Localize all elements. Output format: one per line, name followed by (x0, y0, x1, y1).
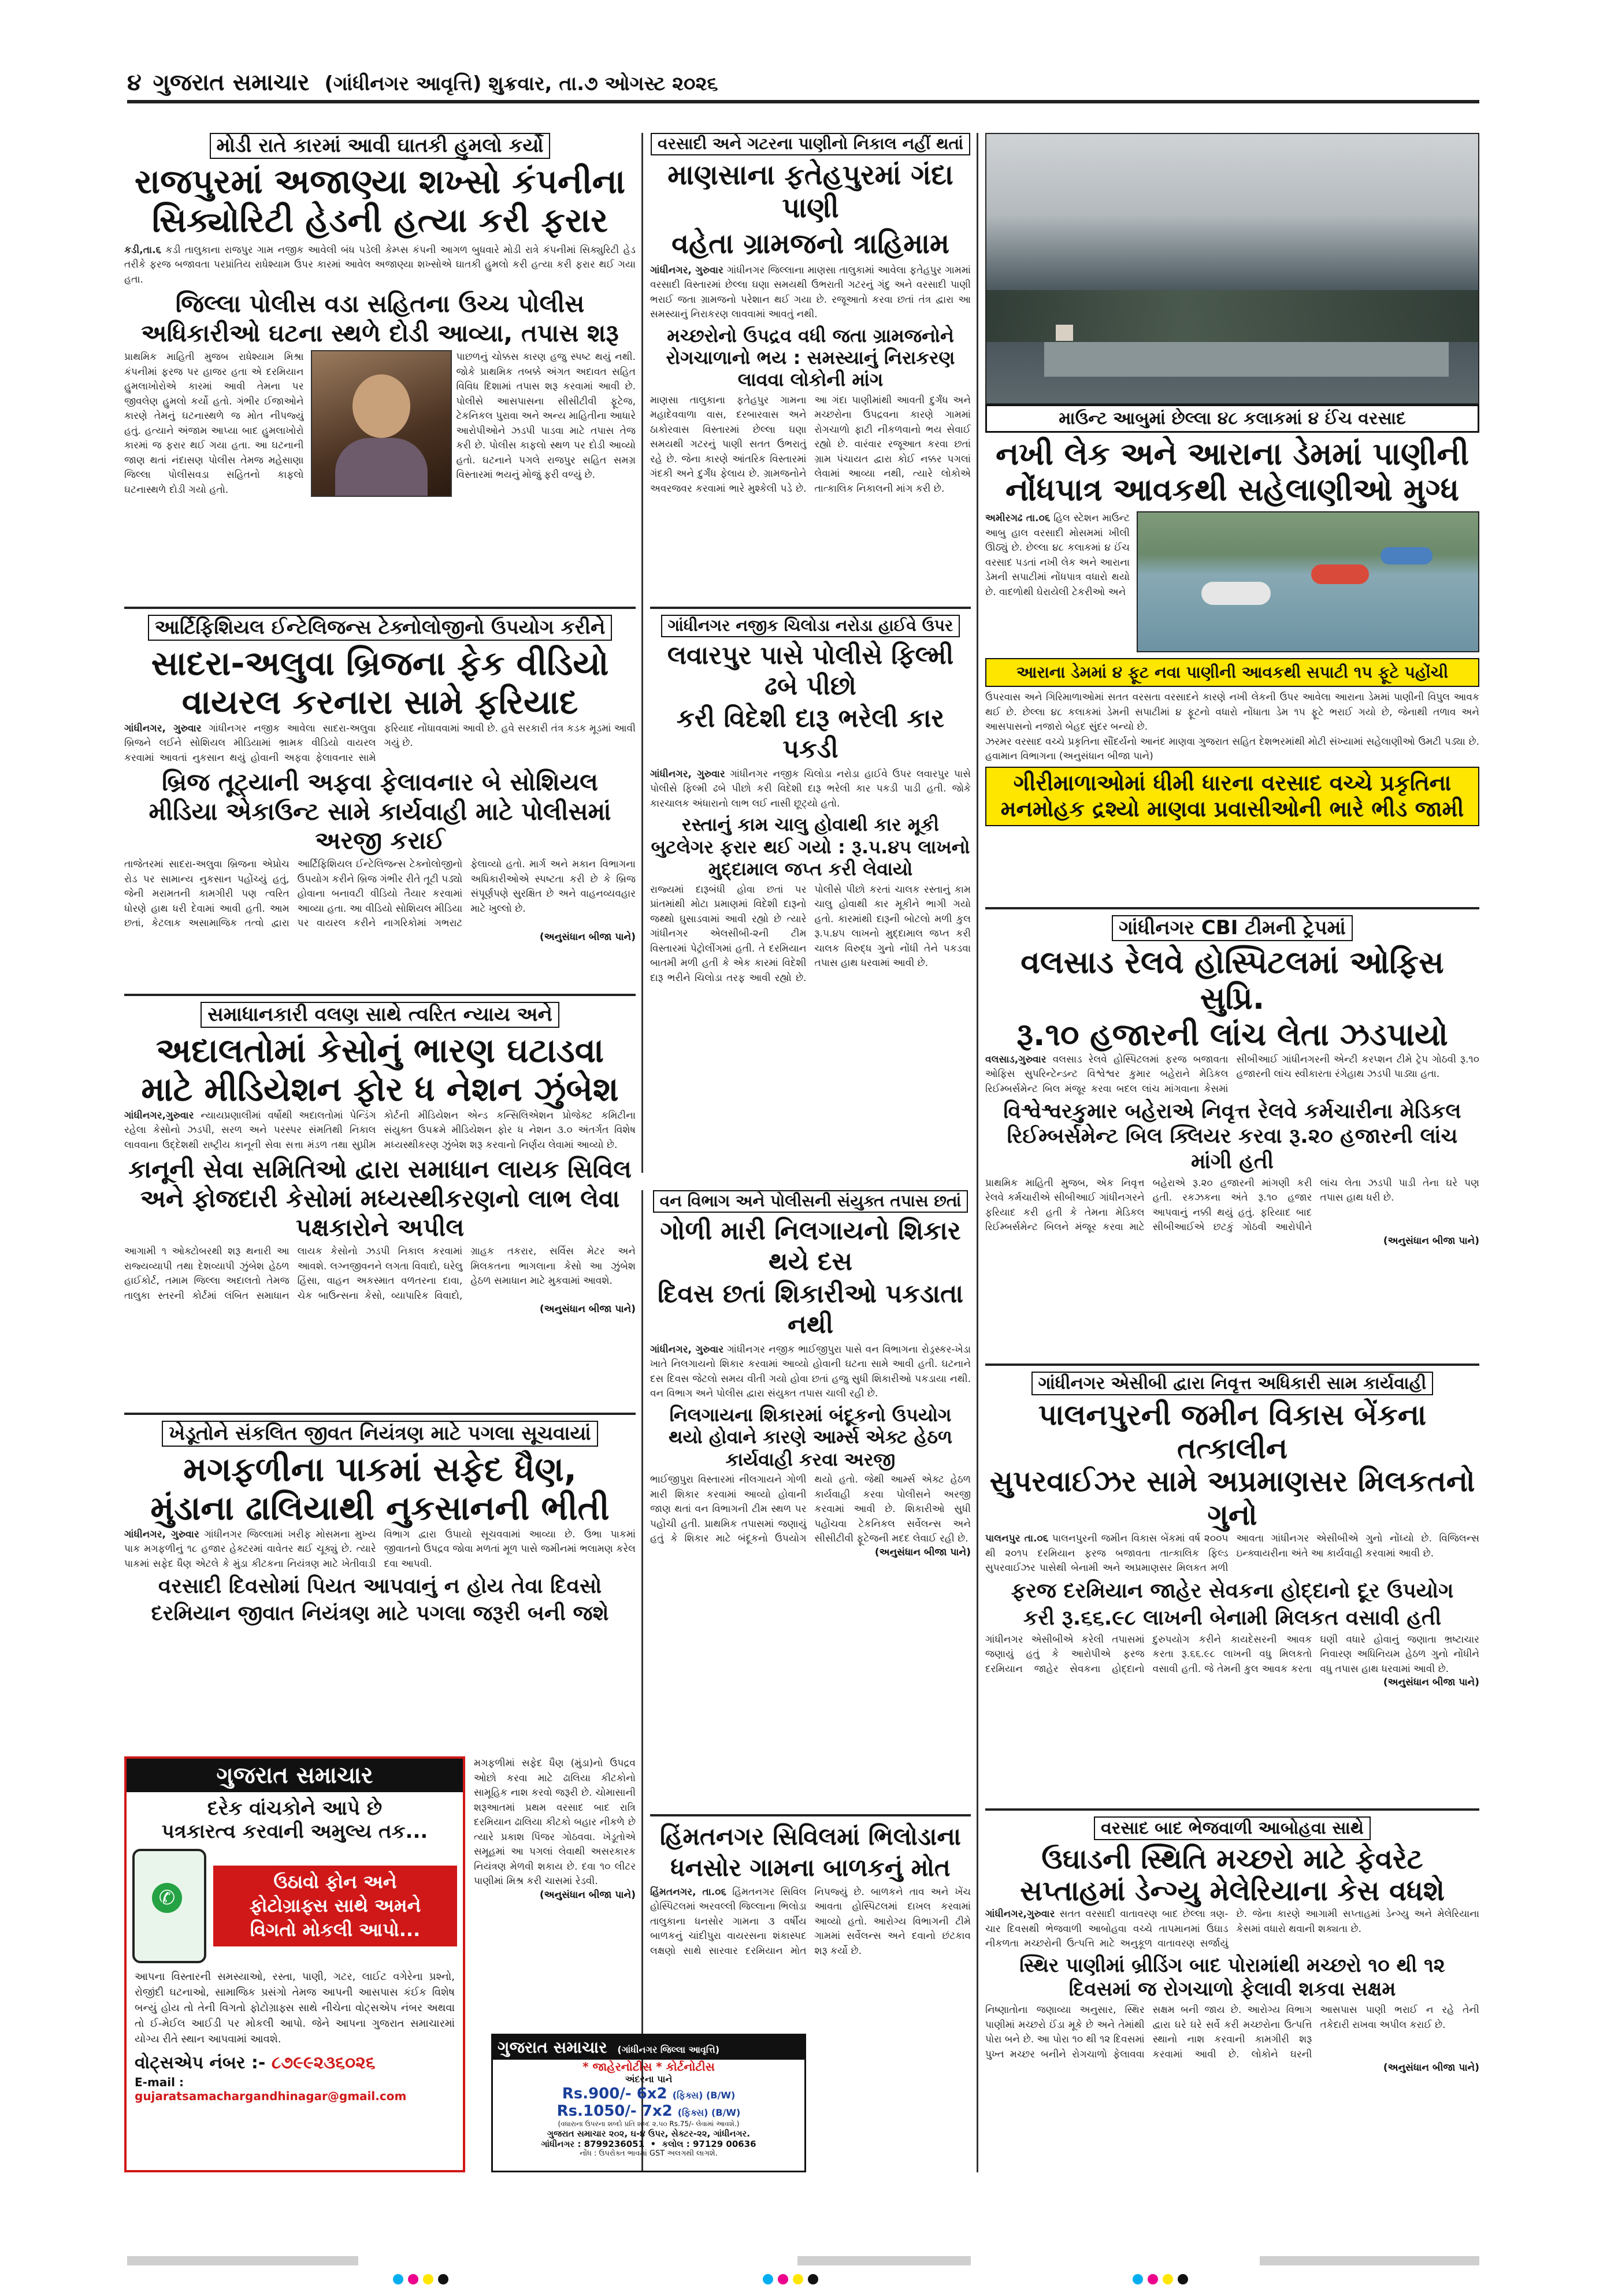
rate-card-phones: ગાંધીનગર : 8799236051 • કલોલ : 97129 00636 (541, 2139, 756, 2149)
black-registration-dot (1178, 2274, 1188, 2284)
headline-line1: મગફળીના પાકમાં સફેદ ધૈણ, (183, 1450, 577, 1489)
continued-note: (અનુસંધાન બીજા પાને) (874, 1546, 971, 1558)
subheadline: સ્થિર પાણીમાં બ્રીડિંગ બાદ પોરામાંથી મચ્છરો ૧૦ થી ૧૨ દિવસમાં જ રોગચાળો ફેલાવી શકવા સક્ષમ (1019, 1953, 1445, 2001)
dateline: પાલનપુર તા.૦૬ (985, 1533, 1049, 1544)
groundnut-continuation (474, 1756, 636, 1901)
subheadline: કાનૂની સેવા સમિતિઓ દ્વારા સમાધાન લાયક સિવિલ અને ફોજદારી કેસોમાં મધ્યસ્થીકરણનો લાભ લેવા પક્ષકારોને અપીલ (128, 1155, 632, 1242)
headline-line2: કરી વિદેશી દારૂ ભરેલી કાર પકડી (676, 704, 945, 764)
whatsapp-line (135, 2053, 455, 2073)
intro-text: કડી તાલુકાના રાજપુર ગામ નજીક આવેલી બંધ પડેલી કેમ્પ્સ કંપની આગળ બુધવારે મોડી રાત્રે કંપનીમાં સિક્યુરિટી હેડ તરીકે ફરજ બજાવતા પરપ્રાંતિય રાધેશ્યામ ઉપર કારમાં આવેલ અજાણ્યા શખ્સોએ ઘાતકી હુમલો કરી હત્યા કરી ફરાર થઈ ગયા હતા. (124, 244, 636, 285)
kicker: સમાધાનકારી વલણ સાથે ત્વરિત ન્યાય અને (124, 1002, 636, 1028)
mount-abu-photo (985, 133, 1479, 404)
article-body (650, 263, 971, 322)
intro-text: ગાંધીનગર નજીક ચિલોડા નરોડા હાઈવે ઉપર લવારપુર પાસે પોલીસે ફિલ્મી ઢબે પીછો કરી વિદેશી દારૂ ભરેલી કાર પકડી પાડી હતી. જોકે કારચાલક અંધારાનો લાભ લઈ નાસી છૂટ્યો હતો. (650, 768, 971, 809)
boat-shape (1381, 547, 1433, 564)
article-mount-abu (985, 436, 1479, 829)
dateline: ગાંધીનગર, ગુરુવાર (124, 1528, 199, 1540)
email-line (135, 2075, 455, 2103)
ad-line-1: દરેક વાંચકોને આપે છે (207, 1797, 383, 1820)
headline-line2: સપ્તાહમાં ડેન્ગ્યુ મેલેરિયાના કેસ વધશે (1020, 1875, 1445, 1908)
kicker: ગાંધીનગર નજીક ચિલોડા નરોડા હાઈવે ઉપર (650, 615, 971, 637)
ad-cta (132, 1849, 457, 1963)
boating-photo (1137, 511, 1479, 652)
article-dengue (985, 1803, 1479, 2074)
intro-text: ન્યાયપ્રણાલીમાં વર્ષોથી અદાલતોમાં પેન્ડિંગ રહેલા કેસોનો ઝડપી, સરળ અને પરસ્પર સંમતિથી નિકાલ લાવવાના ઉદ્દેશથી રાષ્ટ્રીય કાનૂની સેવા સત્તા મંડળ તથા સુપ્રીમ કોર્ટની મીડિયેશન એન્ડ કન્સિલિએશન પ્રોજેક્ટ કમિટીના સંયુક્ત ઉપક્રમે મીડિયેશન ફોર ધ નેશન ૩.૦ અંતર્ગત વિશેષ મધ્યસ્થીકરણ ઝુંબેશ શરૂ કરવાનો નિર્ણય લેવામાં આવ્યો છે. (124, 1109, 636, 1151)
photo-temple (1056, 325, 1073, 341)
registration-bar (127, 2256, 358, 2265)
kicker: વરસાદી અને ગટરના પાણીનો નિકાલ નહીં થતાં (650, 133, 971, 155)
headline-line1: નખી લેક અને આરાના ડેમમાં પાણીની (995, 436, 1469, 472)
intro-text: ગાંધીનગર જિલ્લામાં ખરીફ મોસમના મુખ્ય પાક મગફળીનું ૧૮ હજાર હેક્ટરમાં વાવેતર થઈ ચૂક્યું છે. ત્યારે પાકમાં સફેદ ધૈણ એટલે કે મુંડા કીટકના નિયંત્રણ માટે ખેતીવાડી વિભાગ દ્વારા ઉપાયો સૂચવવામાં આવ્યા છે. ઉભા પાકમાં જીવાતનો ઉપદ્રવ જોવા મળતાં મૂળ પાસે જમીનમાં ભલામણ કરેલ દવા આપવી. (124, 1528, 636, 1570)
victim-photo-column (311, 350, 450, 497)
kicker: મોડી રાતે કારમાં આવી ઘાતકી હુમલો કર્યો (124, 133, 636, 159)
rate-2-price: Rs.1050/- 7x2 (556, 2102, 673, 2120)
headline-line1: માણસાના ફતેહપુરમાં ગંદા પાણી (667, 158, 953, 225)
subheadline: ગીરીમાળાઓમાં ધીમી ધારના વરસાદ વચ્ચે પ્રકૃતિના મનમોહક દ્રશ્યો માણવા પ્રવાસીઓની ભારે ભીડ જામી (985, 767, 1479, 826)
subheadline-2: દરમિયાન જીવાત નિયંત્રણ માટે પગલા જરૂરી બની જશે (151, 1602, 609, 1626)
section-rule (985, 1808, 1479, 1811)
ad-cta-box (213, 1866, 457, 1947)
body-text: આગામી ૧ ઓક્ટોબરથી શરૂ થનારી આ રાજ્યવ્યાપી તથા દેશવ્યાપી ઝુંબેશ હેઠળ હાઈકોર્ટ, તમામ જિલ્લા અદાલતો તેમજ તાલુકા સ્તરની કોર્ટમાં લંબિત સમાધાન લાયક કેસોનો ઝડપી નિકાલ કરવામાં આવશે. લગ્નજીવનને લગતા વિવાદો, ઘરેલુ હિંસા, વાહન અકસ્માત વળતરના દાવા, ચેક બાઉન્સના કેસો, વ્યાપારિક વિવાદો, ગ્રાહક તકરાર, સર્વિસ મેટર અને મિલકતના ભાગલાના કેસો આ ઝુંબેશ હેઠળ સમાધાન માટે મુકવામાં આવશે. (124, 1246, 636, 1302)
ad-cta-1: ઉઠાવો ફોન અને (273, 1870, 397, 1893)
boat-shape (1311, 564, 1369, 584)
page-header (127, 69, 1537, 97)
dateline: ગાંધીનગર,ગુરુવાર (985, 1908, 1055, 1920)
article-cbi-trap (985, 901, 1479, 1247)
page-number: ૪ (127, 69, 142, 96)
rate-card-edition: (ગાંધીનગર જિલ્લા આવૃત્તિ) (617, 2044, 720, 2055)
headline-line2: નોંધપાત્ર આવકથી સહેલાણીઓ મુગ્ધ (1005, 471, 1460, 508)
headline-line2: ધનસોર ગામના બાળકનું મોત (670, 1853, 951, 1882)
article-groundnut (124, 1407, 636, 1629)
rate-card-brand: ગુજરાત સમાચાર (498, 2038, 607, 2057)
article-body (650, 1885, 971, 1959)
section-rule (124, 1413, 636, 1415)
article-nilgai (650, 1190, 971, 1558)
kicker: વન વિભાગ અને પોલીસની સંયુક્ત તપાસ છતાં (650, 1190, 971, 1213)
registration-bar (1260, 2256, 1479, 2265)
intro-text: ગાંધીનગર જિલ્લાના માણસા તાલુકામાં આવેલા ફતેહપુર ગામમાં વરસાદી વિસ્તારમાં છેલ્લા ઘણા સમયથી ઉભરાતી ગટરનું ગંદુ અને વરસાદી પાણી ભરાઈ જતા ગ્રામજનો પરેશાન થઈ ગયા છે. રજૂઆતો કરવા છતાં તંત્ર દ્વારા આ સમસ્યાનું નિરાકરણ લાવવામાં આવતું નથી. (650, 264, 971, 321)
ad-cta-3: વિગતો મોકલી આપો... (250, 1918, 421, 1941)
ad-line-2: પત્રકારત્વ કરવાની અમુલ્ય તક... (161, 1820, 428, 1843)
intro-text: ગાંધીનગર નજીક આવેલા સાદરા-અલુવા બ્રિજને લઈને સોશિયલ મીડિયામાં ભ્રામક વીડિયો વાયરલ કરવામાં આવતાં નુકસાન થયું હોવાની અફવા ફેલાવનાર સામે ફરિયાદ નોંધાવવામાં આવી છે. હવે સરકારી તંત્ર કડક મૂડમાં આવી ગયું છે. (124, 722, 636, 764)
article-fatehpur (650, 133, 971, 496)
rate-card-fine-print: (વધારાના ઉપરના શબ્દો પ્રતિ શબ્દ ૨.૫૦ Rs.75/- લેવામાં આવશે.) (558, 2120, 740, 2128)
photo-lake (1044, 342, 1449, 377)
section-rule (124, 994, 636, 996)
body-text: તાજેતરમાં સાદરા-અલુવા બ્રિજના એપ્રોચ રોડ પર સામાન્ય નુકસાન પહોંચ્યું હતું, જેની મરામતની કામગીરી પણ ત્વરિત ધોરણે હાથ ધરી દેવામાં આવી હતી. આમ છતાં, કેટલાક અસામાજિક તત્વો દ્વારા આર્ટિફિશિયલ ઈન્ટેલિજન્સ ટેક્નોલોજીનો ઉપયોગ કરીને બ્રિજ ગંભીર રીતે તૂટી પડ્યો હોવાના બનાવટી વીડિયો તૈયાર કરવામાં આવ્યા હતા. આ વીડિયો સોશિયલ મીડિયા પર વાયરલ કરીને નાગરિકોમાં ગભરાટ ફેલાવ્યો હતો. માર્ગ અને મકાન વિભાગના અધિકારીઓએ સ્પષ્ટતા કરી છે કે બ્રિજ સંપૂર્ણપણે સુરક્ષિત છે અને વાહનવ્યવહાર માટે ખુલ્લો છે. (124, 859, 636, 930)
headline-line1: હિંમતનગર સિવિલમાં ભિલોડાના (660, 1822, 961, 1851)
cyan-registration-dot (763, 2274, 773, 2284)
rate-2-note: (ફિક્સ) (B/W) (677, 2107, 741, 2118)
kicker: વરસાદ બાદ ભેજવાળી આબોહવા સાથે (985, 1816, 1479, 1840)
subheadline-1: ફરજ દરમિયાન જાહેર સેવકના હોદ્દાનો દૂર ઉપયોગ (1011, 1578, 1454, 1603)
victim-photo (311, 350, 452, 497)
headline-line1: અદાલતોમાં કેસોનું ભારણ ઘટાડવા (155, 1031, 604, 1071)
headline-line2: મુંડાના ઢાલિયાથી નુકસાનની ભીતી (150, 1488, 610, 1528)
dateline: ગાંધીનગર,ગુરુવાર (124, 1109, 194, 1121)
dateline: ગાંધીનગર, ગુરુવાર (650, 264, 723, 276)
dateline: ગાંધીનગર, ગુરુવાર (124, 722, 202, 734)
phone-1[interactable]: 8799236051 (584, 2139, 645, 2149)
dateline: અમીરગઢ તા.૦૬ (985, 512, 1051, 525)
article-rajpur-murder (124, 133, 636, 497)
intro-text: ગાંધીનગર નજીક ભાઈજીપુરા પાસે વન વિભાગના રોડ્રસ્કર-ખેડા ખાતે નિલગાયનો શિકાર કરવામાં આવ્યો હોવાની ઘટના સામે આવી હતી. ઘટનાને દસ દિવસ જેટલો સમય વીતી ગયો હોવા છતાં હજુ સુધી શિકારીઓ પકડાયા નથી. વન વિભાગ અને પોલીસ દ્વારા સંયુક્ત તપાસ ચાલી રહી છે. (650, 1343, 971, 1400)
continued-note: (અનુસંધાન બીજા પાને) (1383, 2062, 1479, 2074)
headline-line1: સાદરા-અલુવા બ્રિજના ફેક વીડિયો (151, 644, 609, 683)
article-body (124, 243, 636, 288)
highlight-banner: આરાના ડેમમાં ૪ ફૂટ નવા પાણીની આવકથી સપાટી ૧૫ ફૂટે પહોંચી (985, 658, 1479, 687)
continued-note: (અનુસંધાન બીજા પાને) (539, 1889, 636, 1901)
column-divider (641, 1190, 643, 2172)
continued-note: (અનુસંધાન બીજા પાને) (1383, 1677, 1479, 1689)
kicker: ગાંધીનગર એસીબી દ્વારા નિવૃત્ત અધિકારી સામ કાર્યવાહી (985, 1372, 1479, 1395)
article-body (985, 1532, 1479, 1576)
intro-text: વલસાડ રેલવે હોસ્પિટલમાં ફરજ બજાવતા ઓફિસ સુપરિન્ટેન્ડન્ટ વિશ્વેશ્વર કુમાર બહેરાને મેડિકલ રિઈમ્બર્સમેન્ટ બિલ મંજૂર કરવા બદલ લાંચ માંગવાના કેસમાં સીબીઆઈ ગાંધીનગરની એન્ટી કરપ્શન ટીમે ટ્રેપ ગોઠવી રૂ.૧૦ હજારની લાંચ સ્વીકારતા રંગેહાથ ઝડપી પાડ્યા હતા. (985, 1053, 1479, 1095)
black-registration-dot (438, 2274, 448, 2284)
rate-card-header (493, 2035, 804, 2060)
ad-rate-card (491, 2034, 806, 2172)
cyan-registration-dot (1133, 2274, 1143, 2284)
body-text: ભાઈજીપુરા વિસ્તારમાં નીલગાયને ગોળી મારી શિકાર કરવામાં આવ્યો હોવાની જાણ થતાં વન વિભાગની ટીમ સ્થળ પર પહોંચી હતી. પ્રાથમિક તપાસમાં જણાયું હતું કે શિકાર માટે બંદૂકનો ઉપયોગ થયો હતો. જેથી આર્મ્સ એક્ટ હેઠળ કાર્યવાહી કરવા પોલીસને અરજી કરવામાં આવી છે. શિકારીઓ સુધી પહોંચવા ટેકનિકલ સર્વેલન્સ અને સીસીટીવી ફૂટેજની મદદ લેવાઈ રહી છે. (650, 1474, 971, 1545)
black-registration-dot (808, 2274, 818, 2284)
section-rule (650, 1814, 971, 1816)
yellow-registration-dot (793, 2274, 803, 2284)
body-text: પ્રાથમિક માહિતી મુજબ, એક નિવૃત્ત રેલવે કર્મચારીએ સીબીઆઈ ગાંધીનગરને ફરિયાદ કરી હતી કે તેમના મેડિકલ રિઈમ્બર્સમેન્ટ બિલને મંજૂર કરવા માટે બહેરાએ રૂ.૨૦ હજારની માંગણી કરી હતી. રકઝકના અંતે રૂ.૧૦ હજાર આપવાનું નક્કી થયું હતું. ફરિયાદ બાદ સીબીઆઈએ છટકું ગોઠવી આરોપીને લાંચ લેતા ઝડપી પાડી તેના ઘરે પણ તપાસ હાથ ધરી છે. (985, 1177, 1479, 1234)
phone-icon: ✆ (132, 1849, 206, 1963)
article-body (124, 1109, 636, 1153)
magenta-registration-dot (1148, 2274, 1158, 2284)
magenta-registration-dot (778, 2274, 788, 2284)
headline-line1: પાલનપુરની જમીન વિકાસ બેંકના તત્કાલીન (1038, 1398, 1427, 1465)
ad-citizen-journalism (124, 1756, 465, 2172)
column-divider (641, 133, 643, 1173)
body-text: ઉપરવાસ અને ગિરિમાળાઓમાં સતત વરસતા વરસાદને કારણે નખી લેકની ઉપર આવેલા આરાના ડેમમાં પાણીની વિપુલ આવક થઈ છે. છેલ્લા ૪૮ કલાકમાં ડેમની સપાટીમાં ૪ ફૂટનો વધારો નોંધાતા ડેમ ૧૫ ફૂટે ભરાઈ ગયો છે, જેનાથી તળાવ અને આસપાસનો નજારો બેહદ સુંદર બન્યો છે. (985, 692, 1479, 733)
headline-line1: રાજપુરમાં અજાણ્યા શખ્સો કંપનીના (134, 162, 626, 202)
intro-text: પાલનપુરની જમીન વિકાસ બેંકમાં વર્ષ ૨૦૦૫ થી ૨૦૧૫ દરમિયાન ફરજ બજાવતા તાત્કાલિક ફિલ્ડ સુપરવાઈઝર પાસેથી બેનામી અને અપ્રમાણસર મિલકત મળી આવતા ગાંધીનગર એસીબીએ ગુનો નોંધ્યો છે. વિજિલન્સ ઇન્ક્વાયરીના અંતે આ કાર્યવાહી કરવામાં આવી છે. (985, 1533, 1479, 1574)
article-body (985, 1907, 1479, 1952)
yellow-registration-dot (1163, 2274, 1173, 2284)
kicker: આર્ટિફિશિયલ ઈન્ટેલિજન્સ ટેક્નોલોજીનો ઉપયોગ કરીને (124, 615, 636, 641)
headline-line1: લવારપુર પાસે પોલીસે ફિલ્મી ઢબે પીછો (667, 640, 954, 701)
intro-text: હિલ સ્ટેશન માઉન્ટ આબુ હાલ વરસાદી મોસમમાં ખીલી ઊઠ્યું છે. છેલ્લા ૪૮ કલાકમાં ૪ ઈંચ વરસાદ પડતાં નખી લેક અને આરાના ડેમની સપાટીમાં નોંધપાત્ર વધારો થયો છે. વાદળોથી ઘેરાયેલી ટેકરીઓ અને (985, 512, 1130, 598)
boat-shape (1201, 582, 1271, 605)
dateline: ગાંધીનગર, ગુરુવાર (650, 768, 725, 780)
body-column: પાછળનું ચોક્કસ કારણ હજુ સ્પષ્ટ થયું નથી. જોકે પ્રાથમિક તબક્કે અંગત અદાવત સહિત વિવિધ દિશામાં તપાસ શરૂ કરવામાં આવી છે. પોલીસે આસપાસના સીસીટીવી ફૂટેજ, ટેકનિકલ પુરાવા અને અન્ય માહિતીના આધારે આરોપીઓને ઝડપી પાડવા માટે તપાસ તેજ કરી છે. પોલીસ કાફલો સ્થળ પર દોડી આવ્યો હતો. ઘટનાને પગલે રાજપુર સહિત સમગ્ર વિસ્તારમાં ભયનું મોજું ફરી વળ્યું છે. (456, 351, 636, 481)
headline-line2: વહેતા ગ્રામજનો ત્રાહિમામ (671, 227, 949, 260)
article-body (650, 767, 971, 812)
email-label: E-mail : (135, 2075, 184, 2089)
cyan-registration-dot (393, 2274, 403, 2284)
article-child-death (650, 1808, 971, 1959)
subheadline: રસ્તાનું કામ ચાલુ હોવાથી કાર મૂકી બુટલેગર ફરાર થઈ ગયો : રૂ.૫.૪૫ લાખનો મુદ્દામાલ જપ્ત કરી લેવાયો (651, 813, 970, 880)
continued-note: (અનુસંધાન બીજા પાને) (539, 1303, 636, 1316)
phone-1-label: ગાંધીનગર : (541, 2139, 581, 2149)
body-text: હિંમતનગર સિવિલ હોસ્પિટલમાં અરવલ્લી જિલ્લાના ભિલોડા તાલુકાના ધનસોર ગામના ૩ વર્ષીય બાળકનું ચાંદીપુરા વાયરસના શંકાસ્પદ લક્ષણો સાથે સારવાર દરમિયાન મોત નિપજ્યું છે. બાળકને તાવ અને ખેંચ આવતા હોસ્પિટલમાં દાખલ કરવામાં આવ્યો હતો. આરોગ્ય વિભાગની ટીમે ગામમાં સર્વેલન્સ અને દવાનો છંટકાવ શરૂ કર્યો છે. (650, 1886, 971, 1957)
headline-line2: વાયરલ કરનારા સામે ફરિયાદ (181, 682, 578, 722)
kicker: ખેડૂતોને સંકલિત જીવત નિયંત્રણ માટે પગલા સૂચવાયાં (124, 1421, 636, 1447)
rate-card-note: નોંધ : ઉપરોક્ત ભાવમાં GST અલગથી લાગશે. (580, 2149, 718, 2158)
masthead-brand: ગુજરાત સમાચાર (153, 69, 310, 96)
column-divider (977, 133, 978, 2172)
article-body (985, 1053, 1479, 1097)
rate-2 (493, 2102, 804, 2120)
subheadline-2: કરી રૂ.૬૬.૯૮ લાખની બેનામી મિલકત વસાવી હતી (1023, 1606, 1442, 1630)
dateline: વલસાડ,ગુરુવાર (985, 1053, 1046, 1065)
phone-2-label: કલોલ : (662, 2139, 690, 2149)
continued-note: (અનુસંધાન બીજા પાને) (1383, 1235, 1479, 1247)
subheadline: જિલ્લા પોલીસ વડા સહિતના ઉચ્ચ પોલીસ અધિકારીઓ ઘટના સ્થળે દોડી આવ્યા, તપાસ શરૂ (141, 289, 619, 347)
subheadline: મચ્છરોનો ઉપદ્રવ વધી જતા ગ્રામજનોને રોગચાળાનો ભય : સમસ્યાનું નિરાકરણ લાવવા લોકોની માંગ (666, 324, 955, 391)
body-column: પ્રાથમિક માહિતી મુજબ રાધેશ્યામ મિશ્રા કંપનીમાં ફરજ પર હાજર હતા એ દરમિયાન હુમલાખોરોએ કારમાં આવી તેમના પર જીવલેણ હુમલો કર્યો હતો. ગંભીર ઈજાઓને કારણે તેમનું ઘટનાસ્થળે જ મોત નીપજ્યું હતું. હત્યાને અંજામ આપ્યા બાદ હુમલાખોરો કારમાં જ ફરાર થઈ ગયા હતા. આ ઘટનાની જાણ થતાં નંદાસણ પોલીસ તેમજ મહેસાણા જિલ્લા પોલીસવડા સહિતનો કાફલો ઘટનાસ્થળે દોડી ગયો હતો. (124, 351, 304, 496)
article-liquor-car (650, 601, 971, 986)
body-text: રાજ્યમાં દારૂબંધી હોવા છતાં પર પ્રાંતમાંથી મોટા પ્રમાણમાં વિદેશી દારૂનો જથ્થો ઘુસાડવામાં આવી રહ્યો છે ત્યારે ગાંધીનગર એલસીબી-૨ની ટીમ વિસ્તારમાં પેટ્રોલીંગમાં હતી. તે દરમિયાન બાતમી મળી હતી કે એક કારમાં વિદેશી દારૂ ભરીને ચિલોડા તરફ આવી રહ્યો છે. પોલીસે પીછો કરતાં ચાલક રસ્તાનું કામ ચાલુ હોવાથી કાર મૂકીને ભાગી ગયો હતો. કારમાંથી દારૂની બોટલો મળી કુલ રૂ.૫.૪૫ લાખનો મુદ્દામાલ જપ્ત કરી ચાલક વિરુદ્ધ ગુનો નોંધી તેને પકડવા તપાસ હાથ ધરવામાં આવી છે. (650, 883, 971, 984)
continued-note: (અનુસંધાન બીજા પાને) (539, 931, 636, 943)
photo-caption: માઉન્ટ આબુમાં છેલ્લા ૪૮ કલાકમાં ૪ ઈંચ વરસાદ (985, 404, 1479, 433)
subheadline-1: વરસાદી દિવસોમાં પિયત આપવાનું ન હોય તેવા દિવસો (158, 1574, 602, 1599)
abu-body-row (985, 511, 1479, 652)
header-rule (127, 100, 1479, 103)
headline-line2: સિક્યોરિટી હેડની હત્યા કરી ફરાર (151, 200, 608, 240)
ad-cta-2: ફોટોગ્રાફ્સ સાથે અમને (249, 1894, 421, 1917)
whatsapp-label: વોટ્સએપ નંબર :- (135, 2053, 266, 2073)
subheadline: નિલગાયના શિકારમાં બંદૂકનો ઉપયોગ થયો હોવાને કારણે આર્મ્સ એક્ટ હેઠળ કાર્યવાહી કરવા અરજી (669, 1403, 952, 1470)
dateline: હિંમતનગર, તા.૦૬ (650, 1886, 726, 1898)
section-rule (985, 907, 1479, 909)
article-fake-video (124, 601, 636, 943)
registration-bar (797, 2256, 971, 2265)
email-address[interactable]: gujaratsamachargandhinagar@gmail.com (135, 2089, 407, 2103)
body-text: ગાંધીનગર એસીબીએ કરેલી તપાસમાં જણાયું હતું કે આરોપીએ ફરજ દરમિયાન જાહેર સેવકના હોદ્દાનો દુરુપયોગ કરીને કાયદેસરની આવક કરતા રૂ.૬૬.૯૮ લાખની વધુ મિલકતો વસાવી હતી. જે તેમની કુલ આવક કરતા ઘણી વધારે હોવાનું જણાતા ભ્રષ્ટાચાર નિવારણ અધિનિયમ હેઠળ ગુનો નોંધીને વધુ તપાસ હાથ ધરવામાં આવી છે. (985, 1633, 1479, 1675)
ad-body: આપના વિસ્તારની સમસ્યાઓ, રસ્તા, પાણી, ગટર, લાઈટ વગેરેના પ્રશ્નો, રોજીંદી ઘટનાઓ, સામાજિક પ્રસંગો તેમજ આપની આસપાસ કંઈક વિશેષ બન્યું હોય તો તેની વિગતો ફોટોગ્રાફ્સ સાથે નીચેના વોટ્સએપ નંબર અથવા તો ઈ-મેઈલ આઈડી પર મોકલી આપો. જેને આપના ગુજરાત સમાચારમાં યોગ્ય રીતે સ્થાન આપવામાં આવશે. (135, 1971, 455, 2045)
article-body (124, 722, 636, 766)
kicker: ગાંધીનગર CBI ટીમની ટ્રેપમાં (985, 915, 1479, 941)
dateline: ગાંધીનગર, ગુરુવાર (650, 1343, 724, 1355)
yellow-registration-dot (423, 2274, 433, 2284)
whatsapp-number[interactable]: ૮૭૯૯૨૩૬૦૨૬ (271, 2053, 376, 2073)
article-mediation (124, 988, 636, 1315)
phone-2[interactable]: 97129 00636 (693, 2139, 756, 2149)
article-body (985, 511, 1130, 652)
article-palanpur-acb (985, 1358, 1479, 1688)
section-rule (124, 607, 636, 609)
headline-line1: વલસાડ રેલવે હોસ્પિટલમાં ઓફિસ સુપ્રિ. (1020, 944, 1444, 1017)
body-text: નિષ્ણાતોના જણાવ્યા અનુસાર, સ્થિર પાણીમાં મચ્છરો ઈંડા મૂકે છે અને તેમાંથી પોરા બને છે. આ પોરા ૧૦ થી ૧૨ દિવસમાં પુખ્ત મચ્છર બનીને રોગચાળો ફેલાવવા સક્ષમ બની જાય છે. આરોગ્ય વિભાગ દ્વારા ઘરે ઘરે સર્વે કરી મચ્છરોના ઉત્પત્તિ સ્થાનો નાશ કરવાની કામગીરી શરૂ કરવામાં આવી છે. લોકોને ઘરની આસપાસ પાણી ભરાઈ ન રહે તેની તકેદારી રાખવા અપીલ કરાઈ છે. (985, 2004, 1479, 2060)
headline-line2: માટે મીડિયેશન ફોર ધ નેશન ઝુંબેશ (141, 1069, 619, 1109)
intro-text: સતત વરસાદી વાતાવરણ બાદ છેલ્લા ત્રણ-ચાર દિવસથી ભેજવાળી આબોહવા વચ્ચે તાપમાનમાં ઉઘાડ નીકળતા મચ્છરોની ઉત્પત્તિ માટે અનુકૂળ વાતાવરણ સર્જાયું છે. જેના કારણે આગામી સપ્તાહમાં ડેન્ગ્યુ અને મેલેરિયાના કેસમાં વધારો થવાની શક્યતા છે. (985, 1908, 1479, 1950)
article-body (124, 1528, 636, 1572)
edition-line: (ગાંધીનગર આવૃત્તિ) શુક્રવાર, તા.૭ ઓગસ્ટ ૨૦૨૬ (324, 72, 718, 95)
section-rule (650, 607, 971, 609)
rate-1 (493, 2085, 804, 2102)
body-text: માણસા તાલુકાના ફતેહપુર ગામના મહાદેવવાળા વાસ, દરબારવાસ અને ઠાકોરવાસ વિસ્તારમાં છેલ્લા ઘણા સમયથી ગટરનું પાણી સતત ઉભરાતું રહે છે. જેના કારણે આંતરિક વિસ્તારમાં ગંદકી અને દુર્ગંધ ફેલાય છે. ગ્રામજનોને અવરજવર કરવામાં ભારે મુશ્કેલી પડે છે. આ ગંદા પાણીમાંથી આવતી દુર્ગંધ અને મચ્છરોના ઉપદ્રવના કારણે ગામમાં રોગચાળો ફાટી નીકળવાનો ભય સેવાઈ રહ્યો છે. વારંવાર રજૂઆત કરવા છતાં ગ્રામ પંચાયત દ્વારા કોઈ નક્કર પગલાં લેવામાં આવ્યા નથી, ત્યારે લોકોએ તાત્કાલિક નિકાલની માંગ કરી છે. (650, 394, 971, 495)
headline-line1: ઉઘાડની સ્થિતિ મચ્છરો માટે ફેવરેટ (1041, 1843, 1423, 1875)
rate-1-note: (ફિક્સ) (B/W) (672, 2090, 736, 2101)
body-text: મગફળીમાં સફેદ ધૈણ (મુંડા)નો ઉપદ્રવ ઓછો કરવા માટે ઢાલિયા કીટકોનો સામૂહિક નાશ કરવો જરૂરી છે. ચોમાસાની શરૂઆતમાં પ્રથમ વરસાદ બાદ રાત્રિ દરમિયાન ઢાલિયા કીટકો બહાર નીકળે છે ત્યારે પ્રકાશ પિંજર ગોઠવવા. ખેડૂતોએ સમૂહમાં આ પગલાં લેવાથી અસરકારક નિયંત્રણ મેળવી શકાય છે. દવા ૧૦ લીટર પાણીમાં મિશ્ર કરી ચાસમાં રેડવી. (474, 1758, 636, 1887)
magenta-registration-dot (408, 2274, 418, 2284)
headline-line2: દિવસ છતાં શિકારીઓ પકડાતા નથી (657, 1279, 964, 1340)
subheadline: બ્રિજ તૂટ્યાની અફવા ફેલાવનાર બે સોશિયલ મીડિયા એકાઉન્ટ સામે કાર્યવાહી માટે પોલીસમાં અરજી કરાઈ (149, 768, 611, 855)
headline-line2: સુપરવાઈઝર સામે અપ્રમાણસર મિલકતનો ગુનો (989, 1465, 1475, 1532)
headline-line1: ગોળી મારી નિલગાયનો શિકાર થયે દસ (660, 1216, 961, 1276)
headline-line2: રૂ.૧૦ હજારની લાંચ લેતા ઝડપાયો (1016, 1016, 1448, 1053)
subheadline: વિશ્વેશ્વરકુમાર બહેરાએ નિવૃત્ત રેલવે કર્મચારીના મેડિકલ રિઈમ્બર્સમેન્ટ બિલ ક્લિયર કરવા રૂ.૨૦ હજારની લાંચ માંગી હતી (1003, 1099, 1461, 1173)
body-text-2: ઝરમર વરસાદ વચ્ચે પ્રકૃતિના સૌંદર્યનો આનંદ માણવા ગુજરાત સહિત દેશભરમાંથી મોટી સંખ્યામાં સહેલાણીઓ ઉમટી પડ્યા છે. હવામાન વિભાગના (અનુસંધાન બીજા પાને) (985, 735, 1479, 763)
rate-card-subtitle: * જાહેરનોટીસ * કોર્ટનોટીસ (582, 2060, 715, 2074)
rate-card-address: ગુજરાત સમાચાર ૨૦૨, ઘ-૪ ઉપર, સેક્ટર-૨૨, ગાંધીનગર. (547, 2128, 750, 2139)
ad-brand: ગુજરાત સમાચાર (127, 1759, 463, 1792)
section-rule (985, 1364, 1479, 1366)
rate-1-price: Rs.900/- 6x2 (562, 2085, 667, 2102)
dateline: કડી,તા.૬ (124, 244, 162, 256)
rate-card-label: અંદરના પાને (625, 2074, 673, 2085)
article-body (650, 1343, 971, 1402)
